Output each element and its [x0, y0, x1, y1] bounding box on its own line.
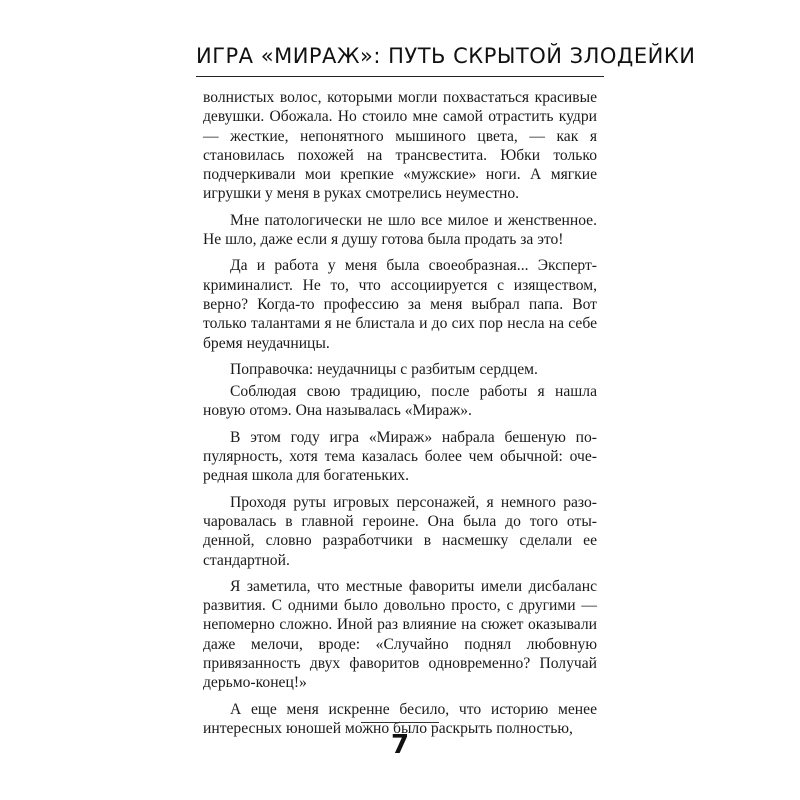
paragraph-6: В этом году игра «Мираж» набрала бешеную популярность, хотя тема казалась более чем обычной: очередная школа для богатеньких. — [203, 428, 597, 485]
paragraph-1: волнистых волос, которыми могли похвастаться красивые девушки. Обожала. Но стоило мне самой отрастить кудри — жесткие, непонятного мышиного цвета, — как я становилась похожей на трансвестита. Юбки только подчеркивали мои крепкие «мужские» ноги. А мягкие игрушки у меня в руках смотрелись неуместно. — [203, 89, 597, 203]
paragraph-9: А еще меня искренне бесило, что историю менее интересных юношей можно было раскрыть полностью, — [203, 700, 597, 737]
paragraph-7: Проходя руты игровых персонажей, я немного разочаровалась в главной героине. Она была до того отыденной, словно разработчики в насмешку сделали ее стандартной. — [203, 493, 597, 569]
paragraph-2: Мне патологически не шло все милое и женственное. Не шло, даже если я душу готова была продать за это! — [203, 211, 597, 249]
footer-rule — [361, 722, 439, 723]
paragraph-5: Соблюдая свою традицию, после работы я нашла новую отомэ. Она называлась «Мираж». — [203, 383, 597, 420]
page-number: 7 — [390, 730, 410, 760]
paragraph-3: Да и работа у меня была своеобразная... Эксперт-криминалист. Не то, что ассоциируется с изяществом, верно? Когда-то профессию за меня выбрал папа. Вот только талантами я не блистала и до сих пор несла на себе бремя неудачницы. — [203, 257, 597, 352]
header-rule — [196, 76, 604, 77]
paragraph-8: Я заметила, что местные фавориты имели дисбаланс развития. С одними было довольно просто, с другими — непомерно сложно. Иной раз влияние на сюжет оказывали даже мелочи, вроде: «Случайно поднял любовную привязанность двух фаворитов одновременно? Получай дерьмо-конец!» — [203, 577, 597, 692]
body-text — [203, 88, 597, 745]
paragraph-4: Поправочка: неудачницы с разбитым сердцем. — [230, 360, 538, 378]
running-title: ИГРА «МИРАЖ»: ПУТЬ СКРЫТОЙ ЗЛОДЕЙКИ — [196, 44, 696, 68]
